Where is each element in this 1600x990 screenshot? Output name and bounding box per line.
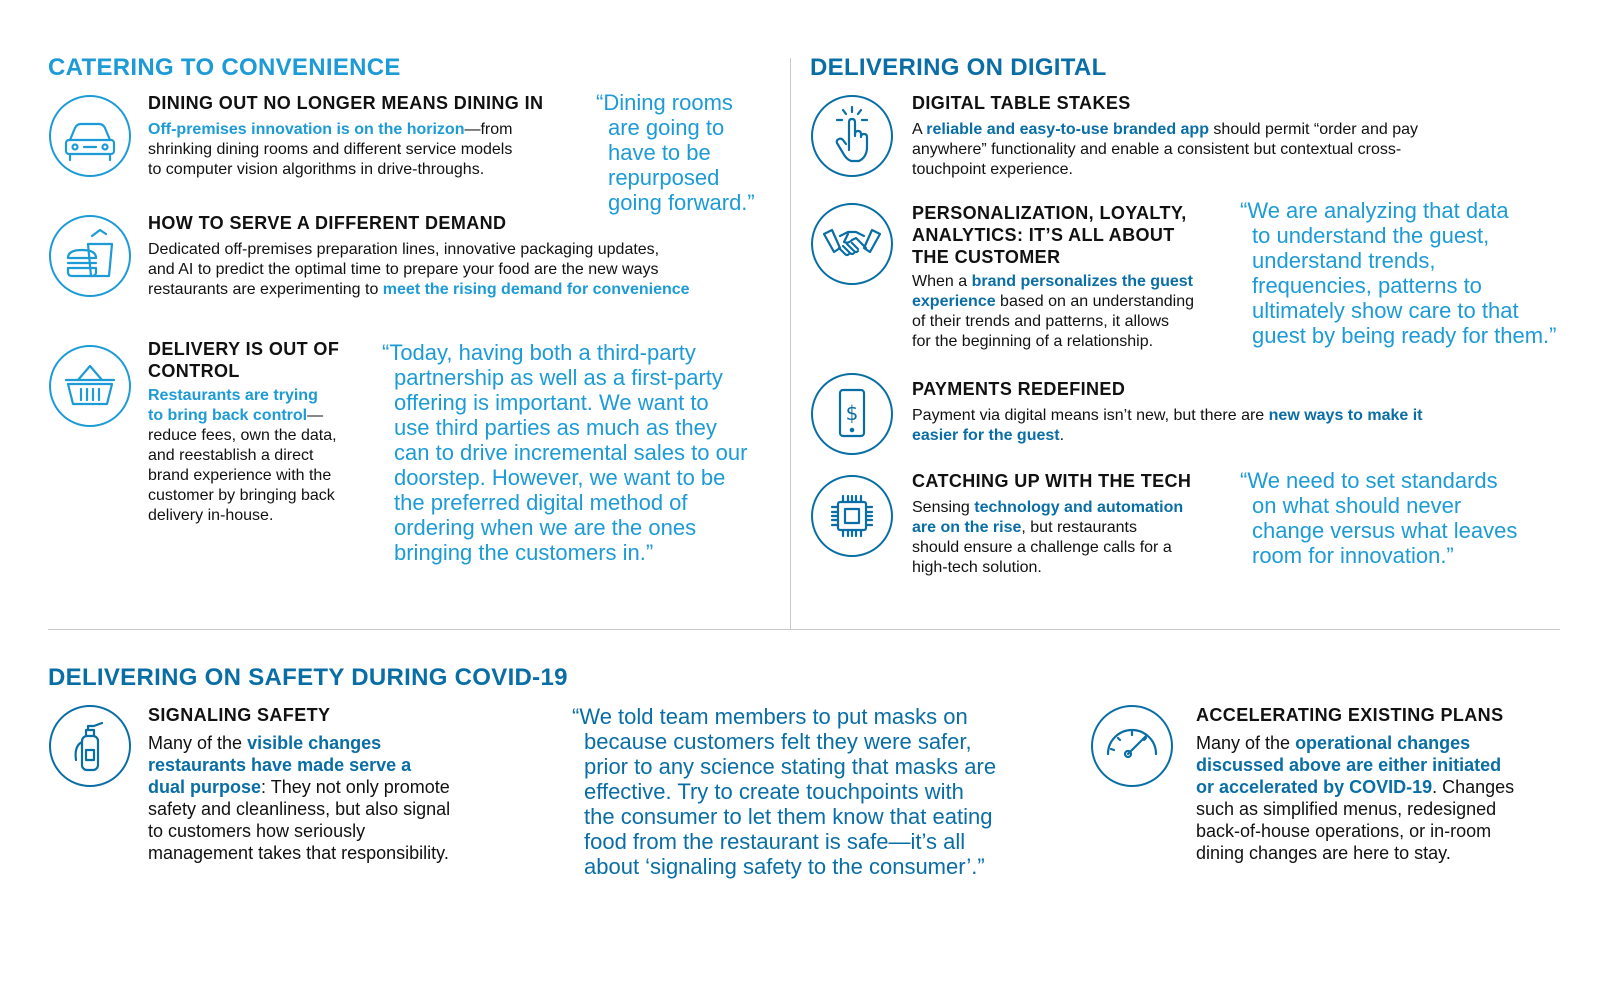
heading-different-demand: HOW TO SERVE A DIFFERENT DEMAND [148,213,507,233]
quote-third-party: “Today, having both a third-party partnership as well as a first-party offering is important. We want to use third parties as much as they can to drive incremental sales to our doorstep. However, we want to be the preferred digital method of ordering when we are the ones bringing the customers in.” [382,340,748,565]
handshake-icon [810,202,894,286]
text-delivery-control: Restaurants are trying to bring back control— reduce fees, own the data, and reestablish a direct brand experience with the customer by bringing back delivery in-house. [148,386,368,526]
vertical-divider [790,58,791,630]
heading-catching-up: CATCHING UP WITH THE TECH [912,471,1192,491]
highlight-technology-automation: technology and automation [974,499,1184,516]
touch-hand-icon [810,94,894,178]
text-different-demand: Dedicated off-premises preparation lines, innovative packaging updates, and AI to predict the optimal time to prepare your food are the new ways restaurants are experimenting to meet the rising demand for convenience [148,241,690,298]
heading-dining-out: DINING OUT NO LONGER MEANS DINING IN [148,93,544,113]
text-accelerating-plans: Many of the operational changes discussed above are either initiated or accelerated by COVID-19. Changes such as simplified menus, redesigned back-of-house operations, or in-room dining changes are here to stay. [1196,733,1515,863]
quote-masks: “We told team members to put masks on because customers felt they were safer, prior to any science stating that masks are effective. Try to create touchpoints with the consumer to let them know that eating food from the restaurant is safe—it’s all about ‘signaling safety to the consumer’.” [572,704,997,879]
basket-icon [48,344,132,428]
car-icon [48,94,132,178]
highlight-personalizes-guest: brand personalizes the guest [971,273,1193,290]
text-dining-out: Off-premises innovation is on the horizon—from shrinking dining rooms and different service models to computer vision algorithms in drive-throughs. [148,121,513,178]
heading-payments: PAYMENTS REDEFINED [912,379,1126,399]
section-title-safety: DELIVERING ON SAFETY DURING COVID-19 [48,664,568,691]
quote-dining-rooms: “Dining rooms are going to have to be repurposed going forward.” [596,90,755,215]
text-catching-up: Sensing technology and automation are on the rise, but restaurants should ensure a challenge calls for a high-tech solution. [912,499,1184,576]
heading-personalization: PERSONALIZATION, LOYALTY, ANALYTICS: IT’S ALL ABOUT THE CUSTOMER [912,203,1187,267]
text-payments: Payment via digital means isn’t new, but there are new ways to make it easier for the guest. [912,407,1423,444]
heading-signaling-safety: SIGNALING SAFETY [148,705,331,725]
heading-accelerating-plans: ACCELERATING EXISTING PLANS [1196,705,1504,725]
section-title-convenience: CATERING TO CONVENIENCE [48,54,401,81]
highlight-bring-back-control: Restaurants are trying [148,387,318,404]
text-table-stakes: A reliable and easy-to-use branded app should permit “order and pay anywhere” functionality and enable a consistent but contextual cross- touchpoint experience. [912,121,1418,178]
fire-extinguisher-icon [48,704,132,788]
highlight-visible-changes: visible changes [247,733,382,753]
horizontal-divider [48,629,1560,630]
text-personalization: When a brand personalizes the guest experience based on an understanding of their trends and patterns, it allows for the beginning of a relationship. [912,273,1194,350]
highlight-off-premises: Off-premises innovation is on the horizon [148,121,465,138]
svg-text:$: $ [845,401,859,425]
speedometer-icon [1090,704,1174,788]
quote-analyzing-data: “We are analyzing that data to understand the guest, understand trends, frequencies, patterns to ultimately show care to that guest by being ready for them.” [1240,198,1557,348]
heading-table-stakes: DIGITAL TABLE STAKES [912,93,1131,113]
mobile-payment-icon [810,372,894,456]
text-signaling-safety: Many of the visible changes restaurants have made serve a dual purpose: They not only promote safety and cleanliness, but also signal to customers how seriously management takes that responsibility. [148,733,451,863]
quote-set-standards: “We need to set standards on what should never change versus what leaves room for innovation.” [1240,468,1518,568]
takeout-food-icon [48,214,132,298]
highlight-new-ways: new ways to make it [1268,407,1423,424]
highlight-branded-app: reliable and easy-to-use branded app [926,121,1209,138]
highlight-operational-changes: operational changes [1295,733,1471,753]
highlight-rising-demand: meet the rising demand for convenience [382,281,690,298]
section-title-digital: DELIVERING ON DIGITAL [810,54,1107,81]
microchip-icon [810,474,894,558]
heading-delivery-control: DELIVERY IS OUT OF CONTROL [148,339,340,381]
